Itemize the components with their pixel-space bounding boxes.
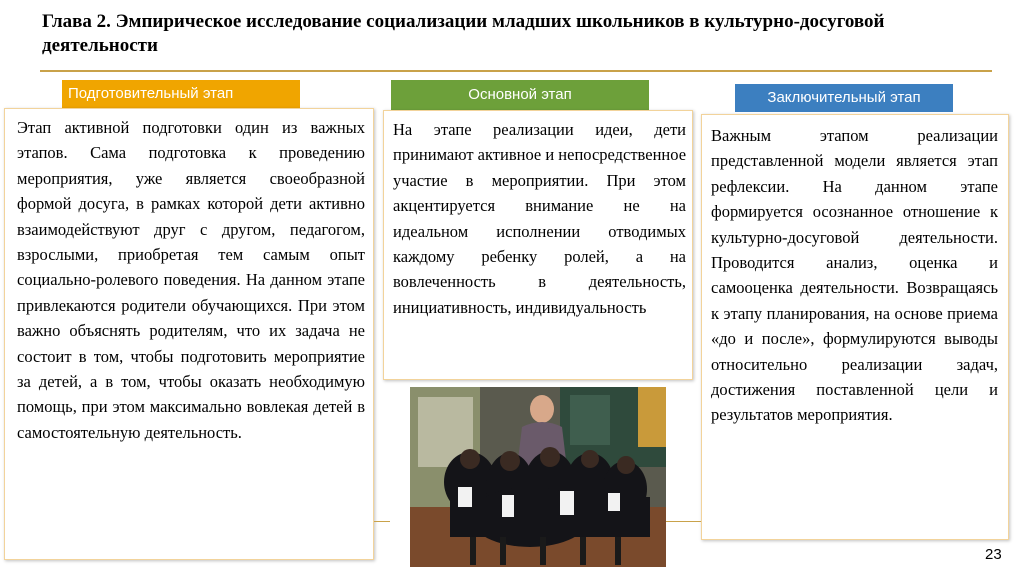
title-divider <box>40 70 992 72</box>
slide-title: Глава 2. Эмпирическое исследование социализации младших школьников в культурно-досуговой деятельности <box>42 11 885 56</box>
preparatory-stage-label: Подготовительный этап <box>62 80 300 108</box>
main-stage-label: Основной этап <box>391 80 649 110</box>
left-connector-line <box>374 521 390 522</box>
right-connector-line <box>665 521 701 522</box>
preparatory-stage-text-box <box>4 108 374 560</box>
main-stage-text: На этапе реализации идеи, дети принимают активное и непосредственное участие в мероприятии. При этом акцентируется внимание не на идеальном исполнении отводимых каждому ребенку ролей, а на вовлеченность в деятельность, инициативность, индивидуальность <box>393 120 687 317</box>
final-stage-text: Важным этапом реализации представленной модели является этап рефлексии. На данном этапе формируется осознанное отношение к культурно-досуговой деятельности. Проводится анализ, оценка и самооценка деятельности. Возвращаясь к этапу планирования, на основе приема «до и после», формулируются выводы относительно реализации задач, достижения поставленной цели и результатов мероприятия. <box>711 126 998 425</box>
page-number: 23 <box>985 546 1002 563</box>
photo-illustration <box>410 387 666 567</box>
main-stage-text-box <box>383 110 693 380</box>
preparatory-stage-text: Этап активной подготовки один из важных этапов. Сама подготовка к проведению мероприятия, уже является своеобразной формой досуга, в рамках которой дети активно взаимодействуют друг с другом, педагогом, взрослыми, приобретая тем самым опыт социально-ролевого поведения. На данном этапе привлекаются родители обучающихся. При этом важно объяснять родителям, что их задача не состоит в том, чтобы подготовить мероприятие за детей, а в том, чтобы оказать необходимую помощь, при этом максимально вовлекая детей в самостоятельную деятельность. <box>17 118 365 442</box>
final-stage-text-box <box>701 114 1009 540</box>
final-stage-label: Заключительный этап <box>735 84 953 112</box>
children-group-photo <box>410 387 666 567</box>
